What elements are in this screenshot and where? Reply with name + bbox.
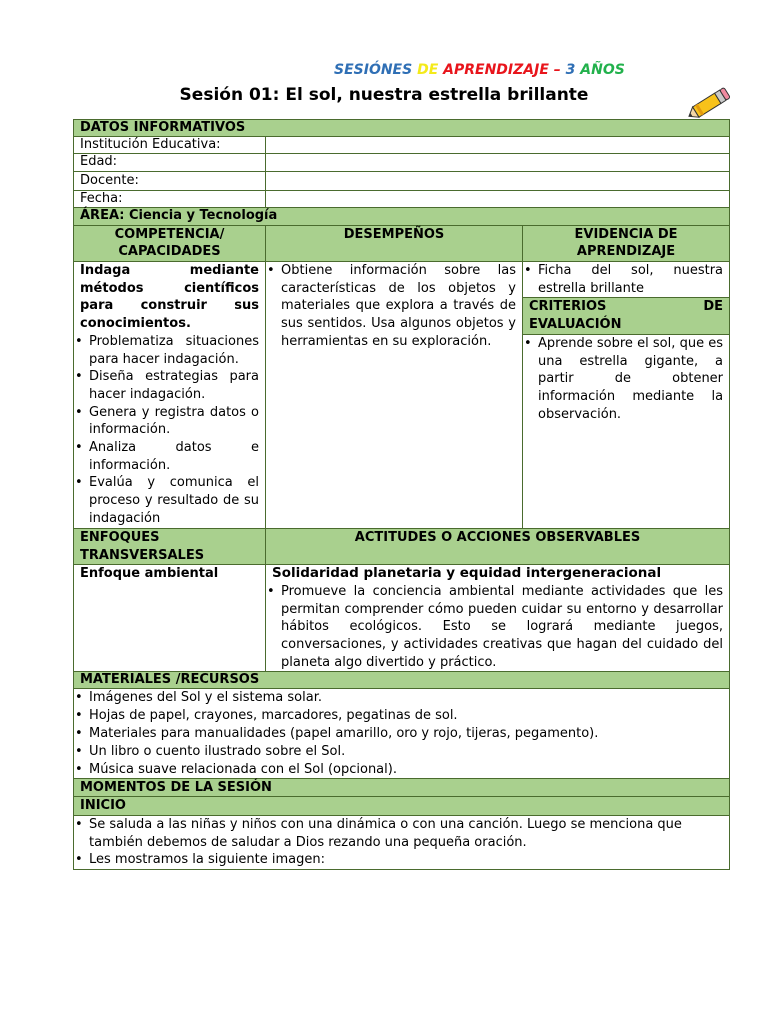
capacidades-list bbox=[80, 333, 259, 528]
desempeno-cell bbox=[266, 262, 523, 529]
column-header-row bbox=[74, 226, 730, 262]
field-row bbox=[74, 154, 730, 172]
datos-heading: DATOS INFORMATIVOS bbox=[74, 120, 730, 137]
area-row bbox=[74, 208, 730, 226]
enfoque-row bbox=[74, 565, 730, 672]
actitudes-heading: ACTITUDES O ACCIONES OBSERVABLES bbox=[266, 528, 730, 564]
field-label-edad: Edad: bbox=[74, 154, 266, 172]
field-row bbox=[74, 191, 730, 208]
inicio-heading: INICIO bbox=[74, 797, 730, 816]
col-desempenos: DESEMPEÑOS bbox=[266, 226, 523, 262]
list-item: • Diseña estrategias para hacer indagación. bbox=[80, 368, 259, 403]
header-word-anos: AÑOS bbox=[580, 62, 625, 78]
list-item: • Un libro o cuento ilustrado sobre el Sol. bbox=[80, 743, 723, 761]
enfoques-heading: ENFOQUES TRANSVERSALES bbox=[74, 528, 266, 564]
header-word-age-number: 3 bbox=[565, 62, 576, 78]
criterio-list bbox=[529, 335, 723, 424]
field-value-edad bbox=[266, 154, 730, 172]
page-title: Sesión 01: El sol, nuestra estrella brillante bbox=[179, 85, 589, 105]
list-item: • Genera y registra datos o información. bbox=[80, 404, 259, 439]
momentos-heading-row bbox=[74, 779, 730, 797]
list-item: • Materiales para manualidades (papel amarillo, oro y rojo, tijeras, pegamento). bbox=[80, 725, 723, 743]
materiales-cell bbox=[74, 689, 730, 779]
list-item: • Les mostramos la siguiente imagen: bbox=[80, 851, 723, 869]
inicio-heading-row bbox=[74, 797, 730, 816]
field-label-institucion: Institución Educativa: bbox=[74, 137, 266, 154]
header-word-de: DE bbox=[417, 62, 439, 78]
field-row bbox=[74, 172, 730, 191]
materiales-heading: MATERIALES /RECURSOS bbox=[74, 672, 730, 689]
area-label: ÁREA: Ciencia y Tecnología bbox=[74, 208, 730, 226]
datos-heading-row bbox=[74, 120, 730, 137]
list-item: • Problematiza situaciones para hacer indagación. bbox=[80, 333, 259, 368]
criterio-cell bbox=[523, 334, 730, 528]
inicio-row bbox=[74, 816, 730, 870]
list-item: • Obtiene información sobre las características de los objetos y materiales que explora a través de sus sentidos. Usa algunos objetos y herramientas en su exploración. bbox=[272, 262, 516, 351]
evidencia-list bbox=[529, 262, 723, 297]
col-competencia: COMPETENCIA/ CAPACIDADES bbox=[74, 226, 266, 262]
series-header bbox=[0, 62, 768, 82]
materiales-row bbox=[74, 689, 730, 779]
inicio-cell bbox=[74, 816, 730, 870]
materiales-list bbox=[80, 689, 723, 778]
list-item: • Evalúa y comunica el proceso y resultado de su indagación bbox=[80, 474, 259, 527]
session-table bbox=[73, 119, 730, 870]
competencia-main: Indaga mediante métodos científicos para construir sus conocimientos. bbox=[80, 263, 259, 332]
materiales-heading-row bbox=[74, 672, 730, 689]
list-item: • Imágenes del Sol y el sistema solar. bbox=[80, 689, 723, 707]
evidencia-cell bbox=[523, 262, 730, 298]
list-item: • Aprende sobre el sol, que es una estrella gigante, a partir de obtener información mediante la observación. bbox=[529, 335, 723, 424]
field-value-fecha bbox=[266, 191, 730, 208]
field-label-fecha: Fecha: bbox=[74, 191, 266, 208]
criterios-heading: CRITERIOS DE EVALUACIÓN bbox=[523, 298, 730, 334]
momentos-heading: MOMENTOS DE LA SESIÓN bbox=[74, 779, 730, 797]
enfoque-value-title: Solidaridad planetaria y equidad intergeneracional bbox=[272, 565, 662, 582]
enfoque-name: Enfoque ambiental bbox=[74, 565, 266, 672]
inicio-list bbox=[80, 816, 723, 869]
enfoques-heading-row bbox=[74, 528, 730, 564]
list-item: • Música suave relacionada con el Sol (opcional). bbox=[80, 761, 723, 779]
actitudes-cell bbox=[266, 565, 730, 672]
col-evidencia: EVIDENCIA DE APRENDIZAJE bbox=[523, 226, 730, 262]
field-value-docente bbox=[266, 172, 730, 191]
header-word-sesiones: SESIÓNES bbox=[334, 62, 413, 78]
header-word-aprendizaje: APRENDIZAJE – bbox=[443, 62, 561, 78]
list-item: • Hojas de papel, crayones, marcadores, pegatinas de sol. bbox=[80, 707, 723, 725]
competencia-row-top bbox=[74, 262, 730, 298]
field-row bbox=[74, 137, 730, 154]
list-item: • Promueve la conciencia ambiental mediante actividades que les permitan comprender cómo pueden cuidar su entorno y desarrollar hábitos ecológicos. Esto se logrará mediante juegos, conversaciones, y actividades creativas que hagan del cuidado del planeta algo divertido y práctico. bbox=[272, 583, 723, 672]
desempeno-list bbox=[272, 262, 516, 351]
field-value-institucion bbox=[266, 137, 730, 154]
competencia-cell bbox=[74, 262, 266, 529]
list-item: • Analiza datos e información. bbox=[80, 439, 259, 474]
field-label-docente: Docente: bbox=[74, 172, 266, 191]
actitudes-list bbox=[272, 583, 723, 672]
list-item: • Se saluda a las niñas y niños con una dinámica o con una canción. Luego se menciona que también debemos de saludar a Dios rezando una pequeña oración. bbox=[80, 816, 723, 851]
list-item: • Ficha del sol, nuestra estrella brillante bbox=[529, 262, 723, 297]
